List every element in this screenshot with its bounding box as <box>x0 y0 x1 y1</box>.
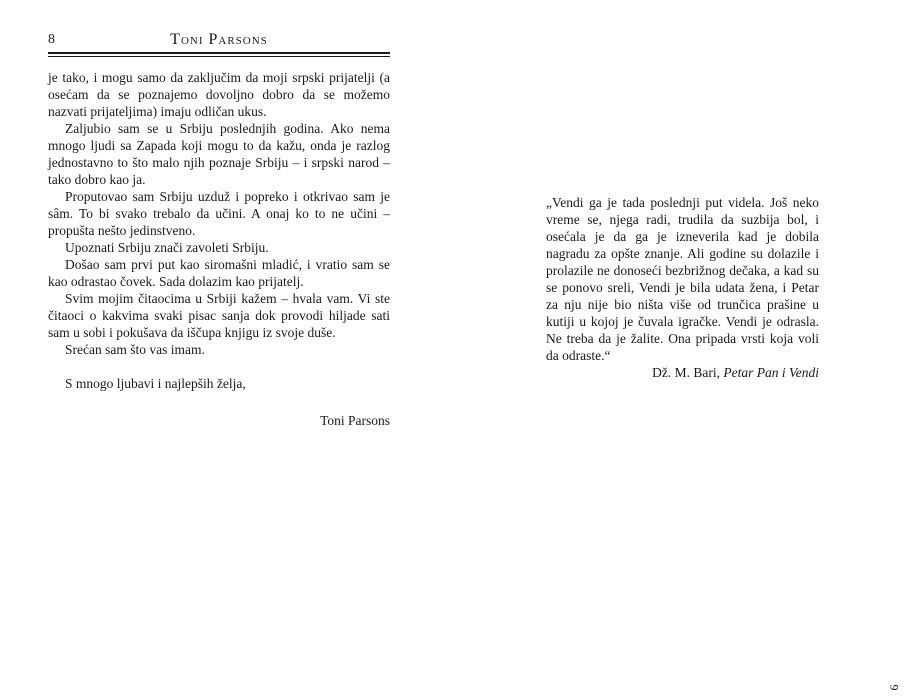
paragraph: Upoznati Srbiju znači zavoleti Srbiju. <box>65 240 269 255</box>
paragraph: je tako, i mogu samo da zaključim da moji srpski prijatelji (a osećam da se poznajemo dovoljno dobro da se možemo nazvati prijateljima) imaju odličan ukus. <box>48 70 390 119</box>
signature: Toni Parsons <box>320 413 390 428</box>
body-text <box>48 69 390 392</box>
right-page-number: 9 <box>887 684 902 691</box>
epigraph-source <box>652 364 819 381</box>
paragraph: Došao sam prvi put kao siromašni mladić, i vratio sam se kao odrastao čovek. Sada dolazim kao prijatelj. <box>48 257 390 289</box>
paragraph: Proputovao sam Srbiju uzduž i popreko i otkrivao sam je sâm. To bi svako trebalo da učini. A onaj ko to ne učini – propušta nešto jedinstveno. <box>48 189 390 238</box>
header-rule-thick <box>48 52 390 54</box>
paragraph: Srećan sam što vas imam. <box>65 342 205 357</box>
paragraph: Zaljubio sam se u Srbiju poslednjih godina. Ako nema mnogo ljudi sa Zapada koji mogu to da kažu, onda je razlog jednostavno to što malo njih poznaje Srbiju – i srpski narod – tako dobro kao ja. <box>48 121 390 187</box>
header-rule-thin <box>48 56 390 57</box>
epigraph-book-title: Petar Pan i Vendi <box>723 365 819 380</box>
running-head <box>48 30 390 50</box>
epigraph-author: Dž. M. Bari, <box>652 365 721 380</box>
running-title: Toni Parsons <box>170 31 268 48</box>
page-number: 8 <box>48 32 55 47</box>
paragraph: Svim mojim čitaocima u Srbiji kažem – hvala vam. Vi ste čitaoci o kakvima svaki pisac sanja dok provodi hiljade sati sam u sobi i pokušava da iščupa knjigu iz svoje duše. <box>48 291 390 340</box>
closing-line: S mnogo ljubavi i najlepših želja, <box>65 376 246 391</box>
epigraph-quote: „Vendi ga je tada poslednji put videla. Još neko vreme se, njega radi, trudila da suzbija bol, i osećala je da ga je izneverila kad je dobila nagradu za opšte znanje. Ali godine su dolazile i prolazile ne donoseći bezbrižnog dečaka, a kad su se ponovo sreli, Vendi je bila udata žena, i Petar za nju nije bio ništa više od trunčica prašine u kutiji u kojoj je čuvala igračke. Vendi je odrasla. Ne treba da je žalite. Ona pripada vrsti koja voli da odraste.“ <box>546 195 819 363</box>
